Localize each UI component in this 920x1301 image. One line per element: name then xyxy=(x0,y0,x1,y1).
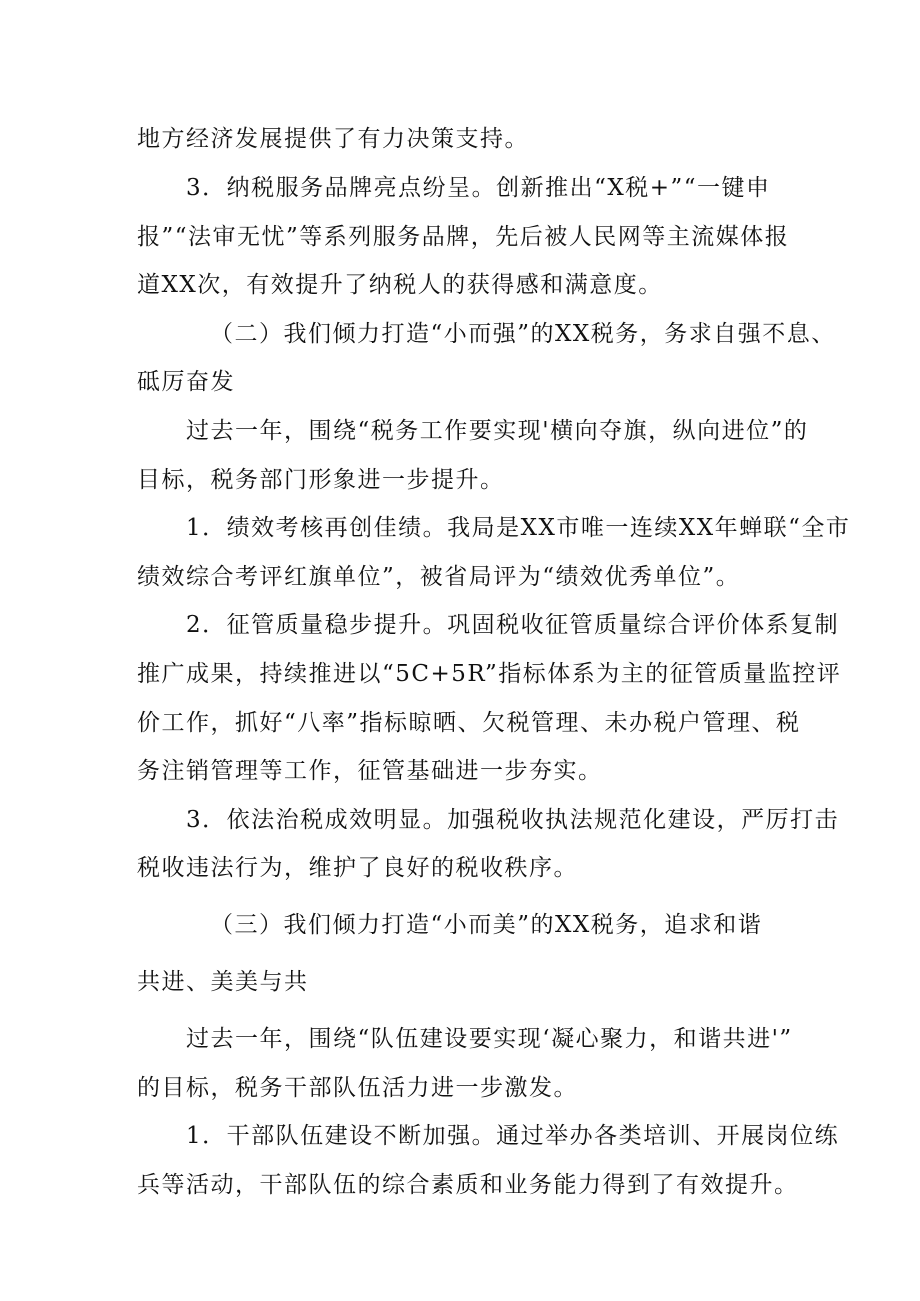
text-line-19: 过去一年，围绕“队伍建设要实现‘凝心聚力，和谐共进'” xyxy=(186,1026,793,1052)
text-line-4: 道XX次，有效提升了纳税人的获得感和满意度。 xyxy=(137,272,663,298)
text-line-1: 地方经济发展提供了有力决策支持。 xyxy=(137,126,529,152)
text-line-13: 价工作，抓好“八率”指标晾晒、欠税管理、未办税户管理、税 xyxy=(137,710,801,736)
text-line-16: 税收违法行为，维护了良好的税收秩序。 xyxy=(137,855,578,881)
text-line-9: 1．绩效考核再创佳绩。我局是XX市唯一连续XX年蝉联“全市 xyxy=(186,515,851,541)
text-line-14: 务注销管理等工作，征管基础进一步夯实。 xyxy=(137,758,603,784)
section-heading-3-cont: 共进、美美与共 xyxy=(137,969,309,995)
section-heading-2: （二）我们倾力打造“小而强”的XX税务，务求自强不息、 xyxy=(210,321,836,347)
text-line-10: 绩效综合考评红旗单位”，被省局评为“绩效优秀单位”。 xyxy=(137,564,741,590)
section-heading-3: （三）我们倾力打造“小而美”的XX税务，追求和谐 xyxy=(210,912,763,938)
section-heading-2-cont: 砥厉奋发 xyxy=(137,369,235,395)
text-line-15: 3．依法治税成效明显。加强税收执法规范化建设，严厉打击 xyxy=(186,807,840,833)
text-line-3: 报”“法审无忧”等系列服务品牌，先后被人民网等主流媒体报 xyxy=(137,224,790,250)
text-line-21: 1．干部队伍建设不断加强。通过举办各类培训、开展岗位练 xyxy=(186,1123,840,1149)
text-line-2: 3．纳税服务品牌亮点纷呈。创新推出“X税+”“一键申 xyxy=(186,175,771,201)
text-line-22: 兵等活动，干部队伍的综合素质和业务能力得到了有效提升。 xyxy=(137,1172,799,1198)
text-line-11: 2．征管质量稳步提升。巩固税收征管质量综合评价体系复制 xyxy=(186,612,840,638)
text-line-12: 推广成果，持续推进以“5C+5R”指标体系为主的征管质量监控评 xyxy=(137,661,842,687)
text-line-8: 目标，税务部门形象进一步提升。 xyxy=(137,467,505,493)
text-line-20: 的目标，税务干部队伍活力进一步激发。 xyxy=(137,1075,578,1101)
text-line-7: 过去一年，围绕“税务工作要实现'横向夺旗，纵向进位”的 xyxy=(186,418,809,444)
